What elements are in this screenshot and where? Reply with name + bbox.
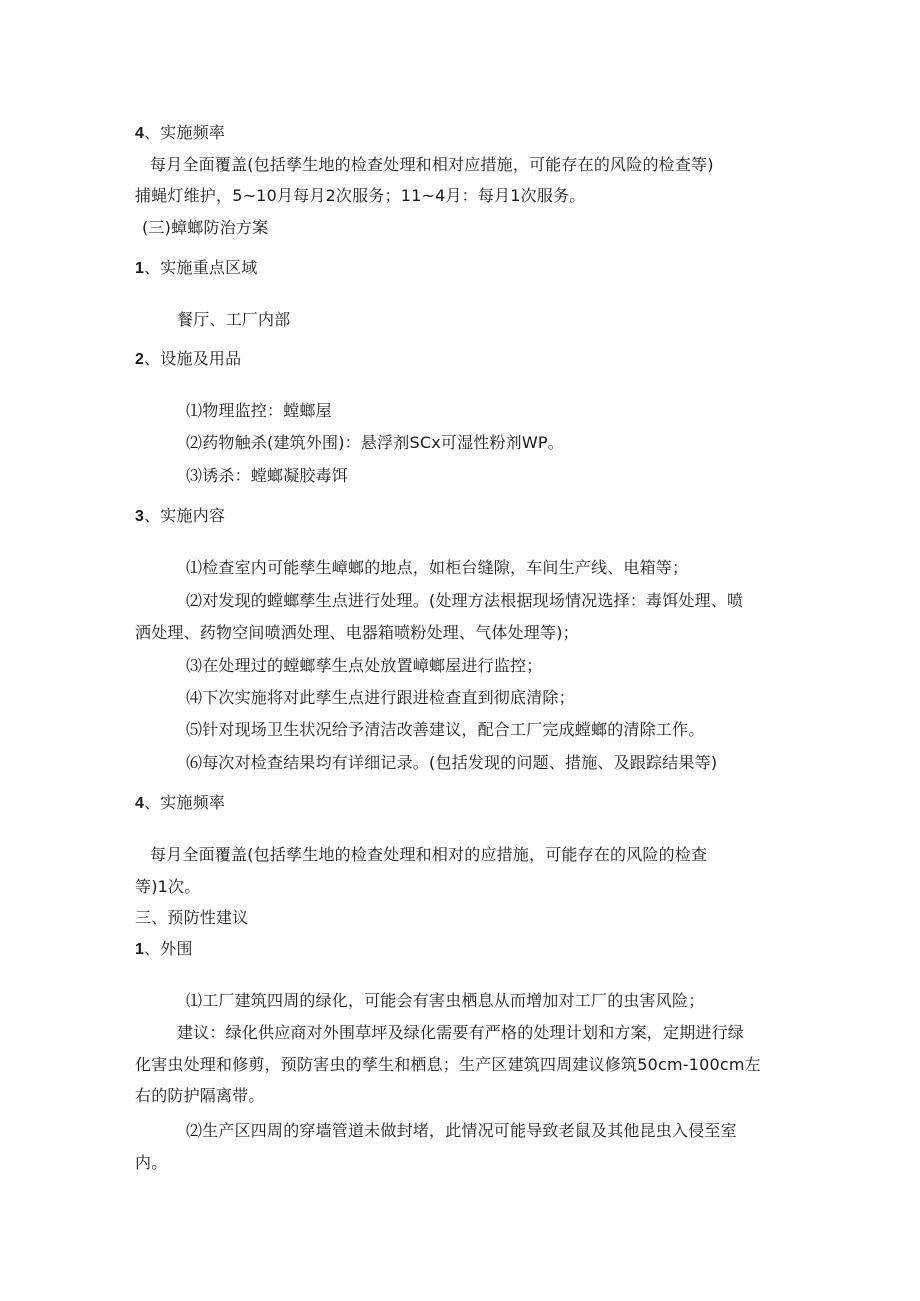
list-item: ⑵对发现的螳螂孳生点进行处理。(处理方法根据现场情况选择：毒饵处理、喷 <box>186 591 744 610</box>
paragraph-line: 化害虫处理和修剪，预防害虫的孳生和栖息；生产区建筑四周建议修筑50cm-100cm左 <box>135 1055 761 1074</box>
heading-text: 、实施频率 <box>144 123 226 142</box>
heading-text: 、设施及用品 <box>144 349 242 368</box>
heading-perimeter <box>135 939 193 960</box>
list-item: ⑸针对现场卫生状况给予清洁改善建议，配合工厂完成螳螂的清除工作。 <box>186 720 705 739</box>
list-item: ⑴工厂建筑四周的绿化，可能会有害虫栖息从而增加对工厂的虫害风险； <box>186 991 705 1010</box>
heading-text: 、实施内容 <box>144 506 226 525</box>
heading-implementation-frequency-2 <box>135 793 225 814</box>
list-item-continuation: 洒处理、药物空间喷洒处理、电器箱喷粉处理、气体处理等)； <box>135 623 579 642</box>
heading-number: 3 <box>135 508 145 525</box>
heading-facilities-supplies <box>135 349 241 370</box>
paragraph-line: 建议：绿化供应商对外围草坪及绿化需要有严格的处理计划和方案，定期进行绿 <box>177 1023 745 1042</box>
paragraph-line: 右的防护隔离带。 <box>135 1086 265 1105</box>
heading-number: 2 <box>135 351 145 368</box>
paragraph-line: 每月全面覆盖(包括孳生地的检查处理和相对的应措施，可能存在的风险的检查 <box>150 845 708 864</box>
list-item: ⑴检查室内可能孳生嶂螂的地点，如柜台缝隙，车间生产线、电箱等； <box>186 558 689 577</box>
paragraph-line: 餐厅、工厂内部 <box>177 310 291 329</box>
list-item: ⑷下次实施将对此孳生点进行跟进检查直到彻底清除； <box>186 688 575 707</box>
heading-key-areas <box>135 258 258 279</box>
list-item: ⑶诱杀：螳螂凝胶毒饵 <box>186 466 349 485</box>
heading-number: 4 <box>135 795 145 812</box>
heading-text: 、实施频率 <box>144 793 226 812</box>
list-item: ⑴物理监控：螳螂屋 <box>186 401 332 420</box>
heading-number: 4 <box>135 125 145 142</box>
list-item-continuation: 内。 <box>135 1153 168 1172</box>
paragraph-line: 捕蝇灯维护，5~10月每月2次服务；11~4月：每月1次服务。 <box>135 186 586 205</box>
heading-implementation-content <box>135 506 225 527</box>
heading-implementation-frequency-1 <box>135 123 225 144</box>
heading-number: 1 <box>135 941 145 958</box>
list-item: ⑵生产区四周的穿墙管道未做封堵，此情况可能导致老鼠及其他昆虫入侵至室 <box>186 1121 737 1140</box>
heading-text: 、外围 <box>144 939 193 958</box>
list-item: ⑶在处理过的螳螂孳生点处放置嶂螂屋进行监控； <box>186 656 543 675</box>
paragraph-line: 每月全面覆盖(包括孳生地的检查处理和相对应措施，可能存在的风险的检查等) <box>150 155 714 174</box>
list-item: ⑹每次对检查结果均有详细记录。(包括发现的问题、措施、及跟踪结果等) <box>186 753 718 772</box>
list-item: ⑵药物触杀(建筑外围)：悬浮剂SCx可湿性粉剂WP。 <box>186 433 564 452</box>
paragraph-line: 等)1次。 <box>135 877 201 896</box>
heading-number: 1 <box>135 260 145 277</box>
heading-text: 、实施重点区域 <box>144 258 258 277</box>
section-title-cockroach-control: (三)蟑螂防治方案 <box>142 218 269 237</box>
part-title-preventive-advice: 三、预防性建议 <box>135 908 249 927</box>
